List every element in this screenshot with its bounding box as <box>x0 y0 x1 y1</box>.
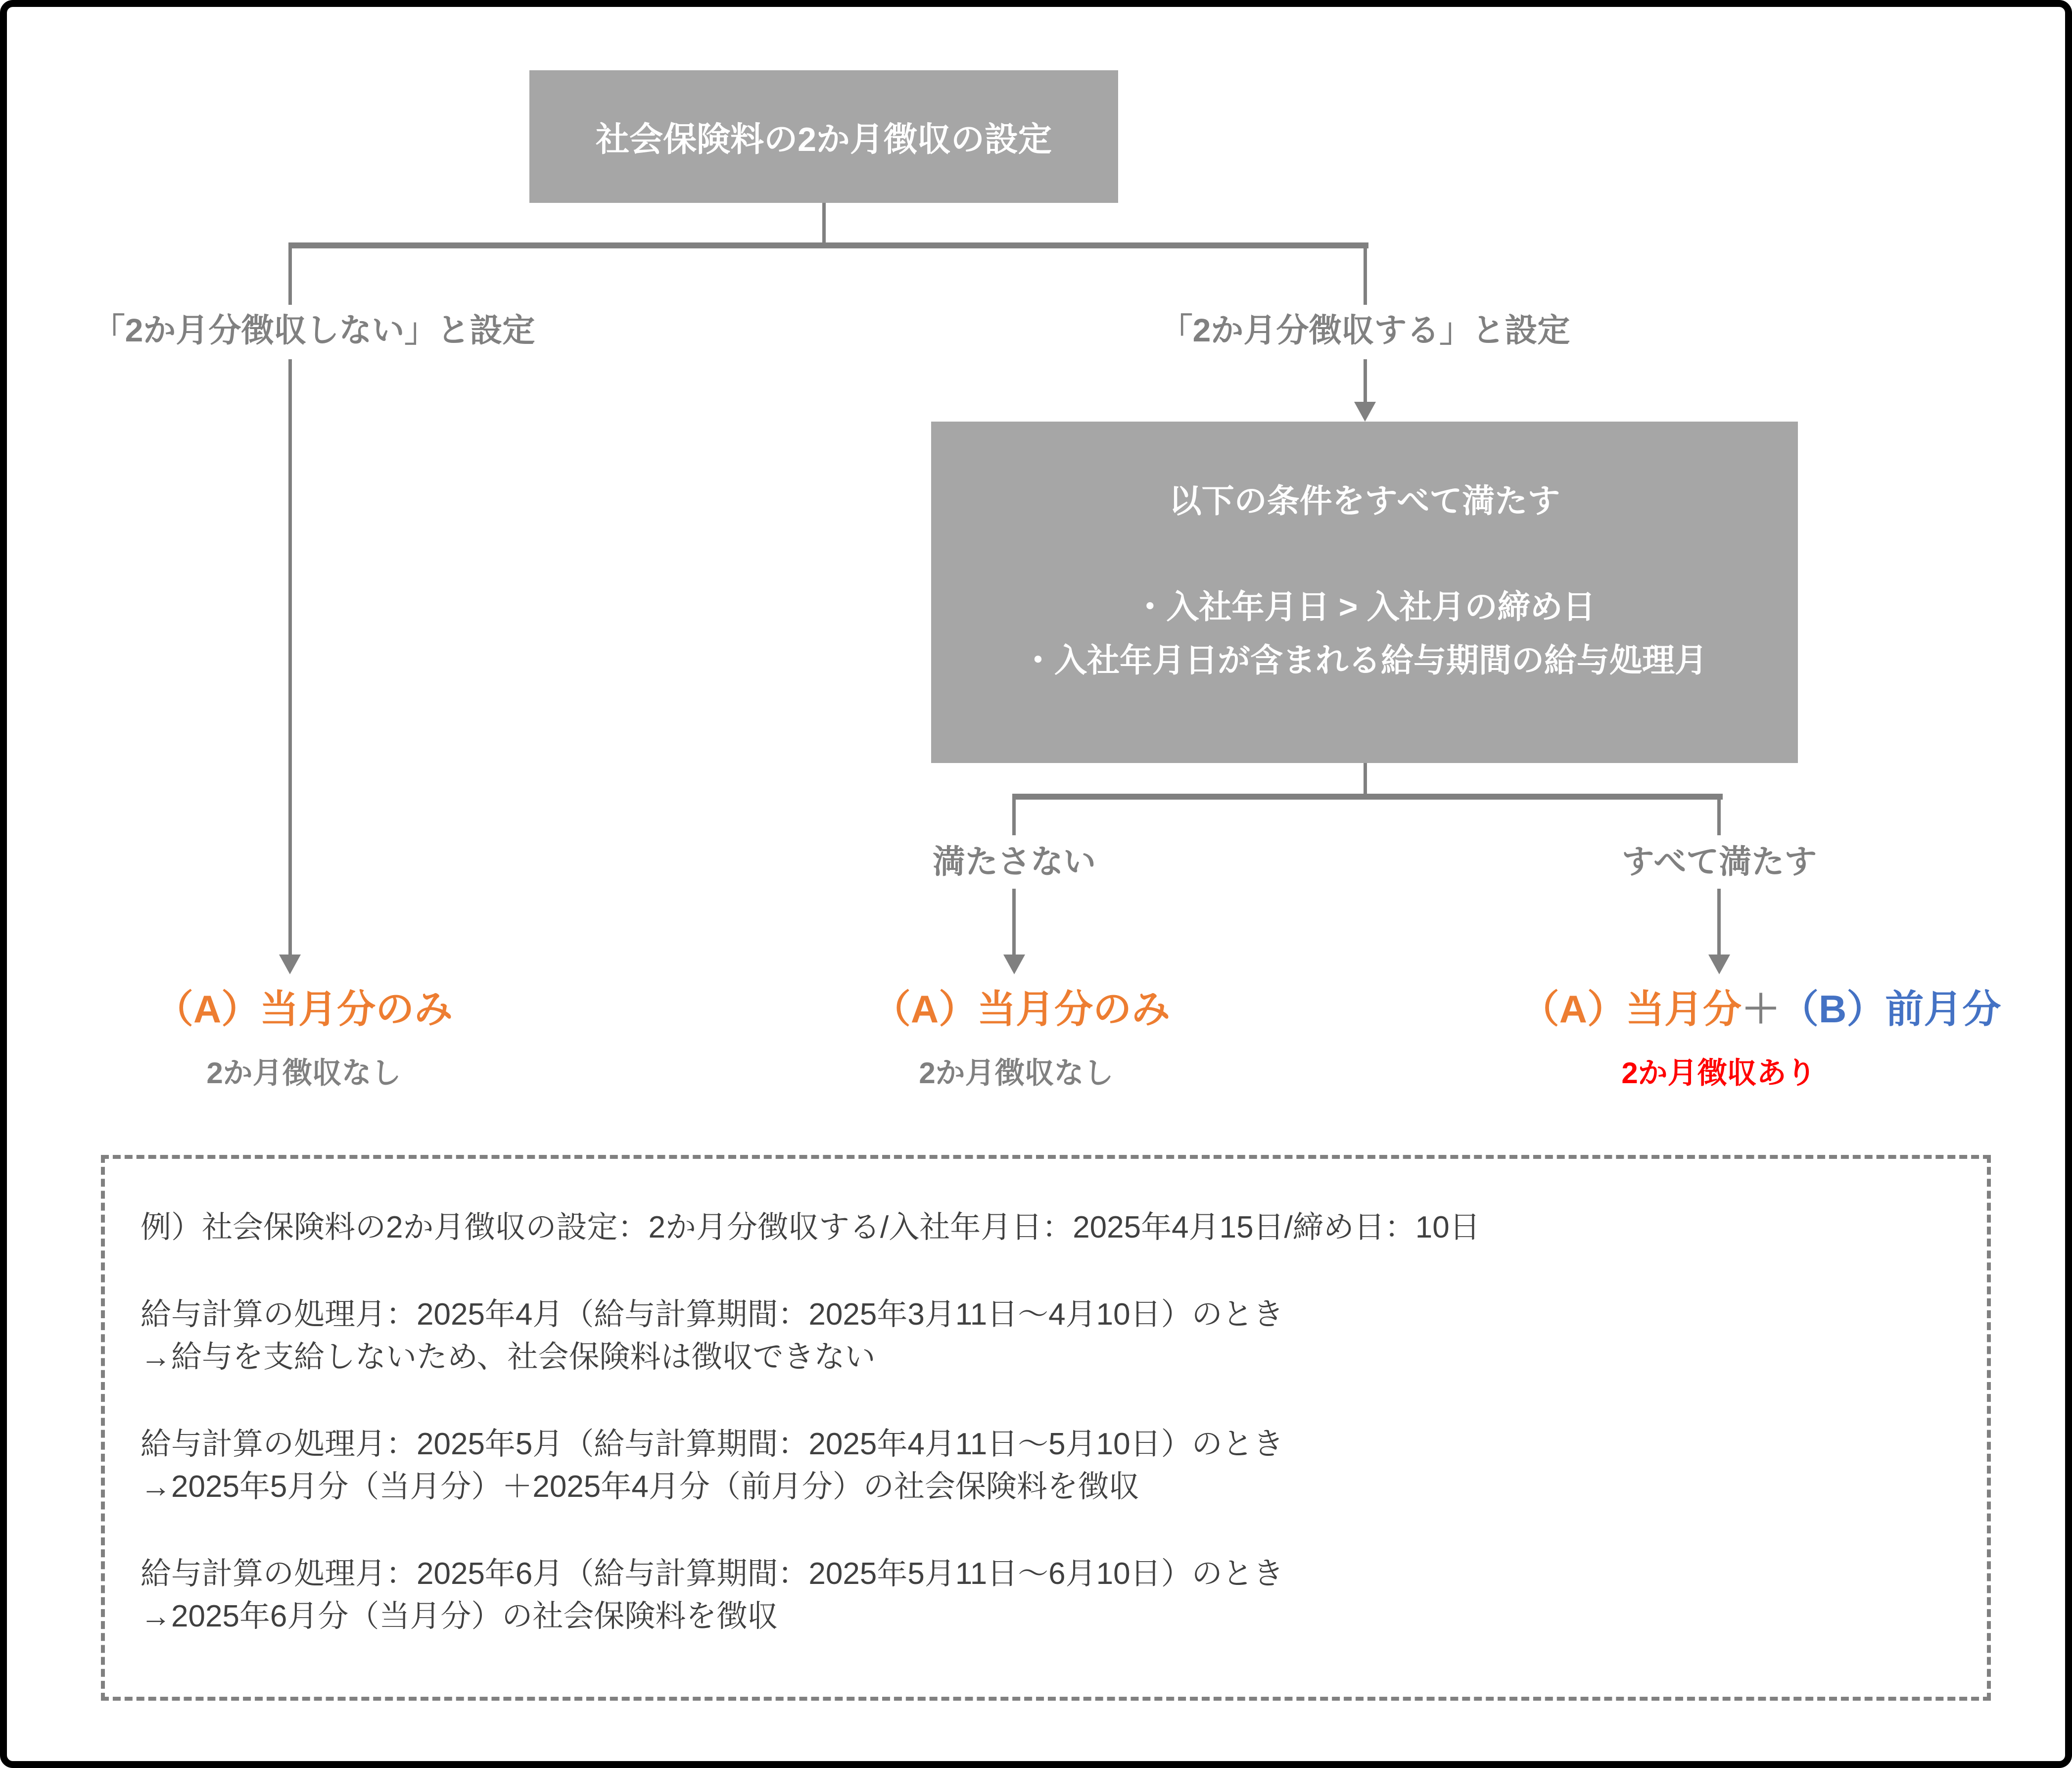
example-paragraph <box>141 1423 1962 1508</box>
outcome-3-plus: ＋ <box>1741 987 1780 1031</box>
example-paragraph <box>141 1293 1962 1379</box>
example-line: →2025年5月分（当月分）＋2025年4月分（前月分）の社会保険料を徴収 <box>141 1470 1139 1504</box>
arrow-down-icon <box>1708 955 1730 974</box>
root-stub-line <box>822 203 826 244</box>
branch-label-no: 「2か月分徴収しない」と設定 <box>37 305 591 355</box>
junction1-line <box>288 242 1368 248</box>
example-paragraph <box>141 1553 1962 1638</box>
arrow-down-icon <box>1003 955 1025 974</box>
branch-not-met-line-upper <box>1012 800 1016 835</box>
conditions-bullet: ・入社年月日 > 入社月の締め日 <box>1133 588 1596 625</box>
conditions-bullet: ・入社年月日が含まれる給与期間の給与処理月 <box>1022 642 1707 678</box>
example-line: →2025年6月分（当月分）の社会保険料を徴収 <box>141 1599 778 1633</box>
example-line: 給与計算の処理月：2025年6月（給与計算期間：2025年5月11日～6月10日）のとき <box>141 1557 1284 1591</box>
branch-label-yes: 「2か月分徴収する」と設定 <box>1088 305 1642 355</box>
example-line: →給与を支給しないため、社会保険料は徴収できない <box>141 1340 876 1374</box>
root-node-label: 社会保険料の2か月徴収の設定 <box>596 120 1052 158</box>
example-line: 給与計算の処理月：2025年4月（給与計算期間：2025年3月11日～4月10日）のとき <box>141 1297 1284 1332</box>
conditions-stub-line <box>1364 763 1367 795</box>
arrow-down-icon <box>279 955 301 974</box>
conditions-title: 以下の条件をすべて満たす <box>1169 482 1560 519</box>
junction2-line <box>1012 794 1723 800</box>
branch-no-line-lower <box>288 359 292 955</box>
outcome-1-note: 2か月徴収なし <box>206 1056 401 1090</box>
conditions-bullet-list <box>931 580 1798 687</box>
example-line: 例）社会保険料の2か月徴収の設定：2か月分徴収する/入社年月日：2025年4月15日/締め日：10日 <box>141 1210 1480 1244</box>
arrow-down-icon <box>1354 402 1376 422</box>
outcome-2-label: （A）当月分のみ <box>872 987 1171 1031</box>
branch-yes-line-upper <box>1364 248 1367 305</box>
branch-all-met-line-lower <box>1717 889 1721 955</box>
outcome-2-note: 2か月徴収なし <box>919 1056 1114 1090</box>
branch-no-line-upper <box>288 248 292 305</box>
example-paragraph <box>141 1206 1962 1249</box>
outcome-3-note: 2か月徴収あり <box>1621 1056 1816 1090</box>
outcome-3-part-a: （A）当月分 <box>1520 987 1742 1031</box>
outcome-3-label <box>1427 984 2072 1034</box>
conditions-node <box>931 422 1798 763</box>
outcome-1-label: （A）当月分のみ <box>154 987 453 1031</box>
outcome-3-part-b: （B）前月分 <box>1780 987 2001 1031</box>
root-node <box>529 70 1118 203</box>
branch-label-all-met: すべて満たす <box>1472 837 1967 886</box>
example-box <box>101 1155 1991 1701</box>
branch-not-met-line-lower <box>1012 889 1016 955</box>
branch-all-met-line-upper <box>1717 800 1721 835</box>
branch-yes-line-lower <box>1364 359 1367 402</box>
branch-label-not-met: 満たさない <box>767 837 1262 886</box>
example-line: 給与計算の処理月：2025年5月（給与計算期間：2025年4月11日～5月10日）のとき <box>141 1427 1284 1461</box>
